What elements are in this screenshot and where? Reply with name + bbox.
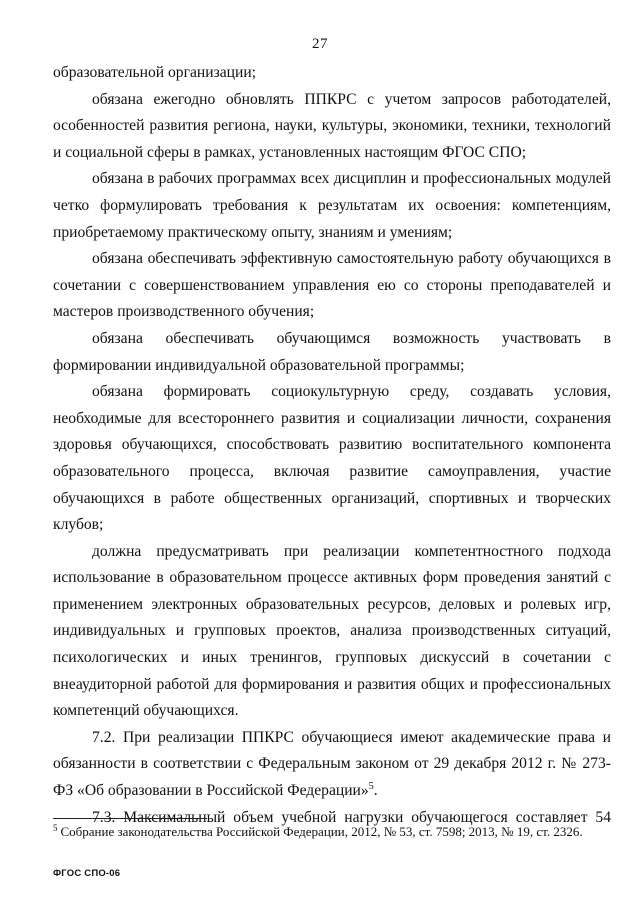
paragraph-3: обязана в рабочих программах всех дисциплин и профессиональных модулей четко формулировать требования к результатам их освоения: компетенциям, приобретаемому практическому опыту, знаниям и умениям; bbox=[53, 170, 611, 241]
paragraph-6: обязана формировать социокультурную среду, создавать условия, необходимые для всестороннего развития и социализации личности, сохранения здоровья обучающихся, способствовать развитию воспитательного компонента образовательного процесса, включая развитие самоуправления, участие обучающихся в работе общественных организаций, спортивных и творческих клубов; bbox=[53, 383, 611, 534]
paragraph-7: должна предусматривать при реализации компетентностного подхода использование в образовательном процессе активных форм проведения занятий с применением электронных образовательных ресурсов, деловых и ролевых игр, индивидуальных и групповых проектов, анализа производственных ситуаций, психологических и иных тренингов, групповых дискуссий в сочетании с внеаудиторной работой для формирования и развития общих и профессиональных компетенций обучающихся. bbox=[53, 542, 611, 720]
paragraph-8 bbox=[53, 725, 611, 805]
footnote-divider bbox=[53, 818, 207, 819]
paragraph-1: образовательной организации; bbox=[53, 64, 257, 81]
paragraph-4: обязана обеспечивать эффективную самостоятельную работу обучающихся в сочетании с совершенствованием управления ею со стороны преподавателей и мастеров производственного обучения; bbox=[53, 250, 611, 321]
footnote-text: Собрание законодательства Российской Федерации, 2012, № 53, ст. 7598; 2013, № 19, ст. 2326. bbox=[60, 824, 583, 839]
body-text bbox=[53, 60, 611, 831]
paragraph-9: 7.3. Максимальный объем учебной нагрузки обучающегося составляет 54 bbox=[92, 808, 611, 826]
document-code: ФГОС СПО-06 bbox=[53, 868, 121, 879]
paragraph-8-text: 7.2. При реализации ППКРС обучающиеся имеют академические права и обязанности в соответствии с Федеральным законом от 29 декабря 2012 г. № 273-ФЗ «Об образовании в Российской Федерации» bbox=[53, 728, 611, 800]
footnote-marker: 5 bbox=[53, 822, 58, 833]
page-number: 27 bbox=[312, 36, 328, 52]
paragraph-5: обязана обеспечивать обучающимся возможность участвовать в формировании индивидуальной образовательной программы; bbox=[53, 329, 611, 374]
footnote-reference: 5 bbox=[368, 780, 374, 792]
footnote bbox=[53, 823, 613, 841]
paragraph-8-end: . bbox=[373, 782, 378, 800]
paragraph-2: обязана ежегодно обновлять ППКРС с учетом запросов работодателей, особенностей развития региона, науки, культуры, экономики, техники, технологий и социальной сферы в рамках, установленных настоящим ФГОС СПО; bbox=[53, 90, 611, 161]
